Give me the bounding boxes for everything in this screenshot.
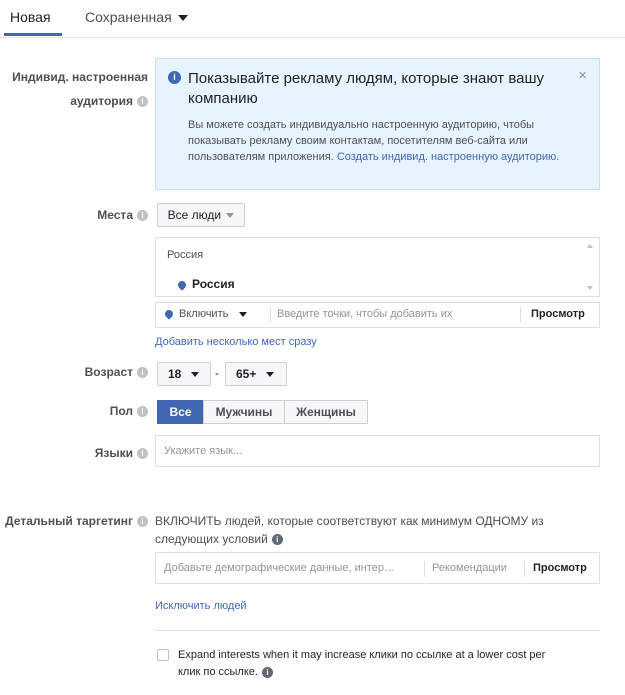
location-browse-button[interactable]: Просмотр <box>531 308 585 320</box>
info-icon[interactable]: i <box>137 516 148 527</box>
close-icon[interactable]: × <box>578 67 587 84</box>
expand-interests-text <box>178 647 588 681</box>
info-icon[interactable]: i <box>137 406 148 417</box>
exclude-people-link[interactable]: Исключить людей <box>155 600 247 612</box>
info-icon[interactable]: i <box>137 96 148 107</box>
age-min-value: 18 <box>168 367 182 381</box>
gender-option-all[interactable]: Все <box>157 400 204 424</box>
include-dropdown-label: Включить <box>179 308 229 320</box>
people-type-value: Все люди <box>167 208 222 222</box>
tab-divider <box>0 37 625 38</box>
scroll-down-icon[interactable] <box>587 286 593 290</box>
locations-label <box>97 206 148 224</box>
info-icon[interactable]: i <box>137 367 148 378</box>
info-icon: i <box>168 71 181 84</box>
people-type-dropdown[interactable] <box>157 203 245 227</box>
include-dropdown[interactable] <box>165 308 247 320</box>
age-separator: - <box>215 366 219 380</box>
selected-location-label: Россия <box>192 277 235 291</box>
chevron-down-icon <box>239 312 247 317</box>
gender-label <box>110 402 148 420</box>
scroll-up-icon[interactable] <box>587 244 593 248</box>
location-search-input[interactable]: Введите точки, чтобы добавить их <box>277 308 453 320</box>
recommendations-button[interactable]: Рекомендации <box>432 562 507 574</box>
age-label <box>85 363 148 381</box>
detailed-targeting-label <box>5 512 148 530</box>
info-body-text: Вы можете создать индивидуально настроенную аудиторию, чтобы показывать рекламу своим контактам, посетителям веб-сайта или пользователям приложения. <box>188 119 535 163</box>
detailed-targeting-search-row <box>155 552 600 584</box>
info-icon[interactable]: i <box>137 210 148 221</box>
custom-audience-label-line2: аудитория <box>70 94 133 108</box>
active-tab-indicator <box>4 33 62 36</box>
selected-location[interactable] <box>178 277 235 291</box>
locations-label-text: Места <box>97 208 133 222</box>
location-list <box>155 237 600 297</box>
expand-line1: Expand interests when it may increase клики по ссылке at a lower cost per <box>178 649 546 661</box>
divider <box>524 561 525 577</box>
info-icon[interactable]: i <box>262 667 273 678</box>
detailed-targeting-browse-button[interactable]: Просмотр <box>533 562 587 574</box>
info-body <box>188 117 578 165</box>
divider <box>424 561 425 577</box>
age-label-text: Возраст <box>84 365 133 379</box>
chevron-down-icon <box>191 372 199 377</box>
detailed-targeting-label-text: Детальный таргетинг <box>5 514 133 528</box>
age-min-dropdown[interactable] <box>157 362 211 386</box>
chevron-down-icon <box>266 372 274 377</box>
custom-audience-label <box>12 68 148 110</box>
add-multiple-locations-link[interactable]: Добавить несколько мест сразу <box>155 336 317 348</box>
chevron-down-icon <box>226 213 234 218</box>
divider <box>270 307 271 323</box>
gender-option-male[interactable]: Мужчины <box>203 400 285 424</box>
divider <box>520 307 521 323</box>
expand-interests-checkbox[interactable] <box>157 649 169 661</box>
info-title: Показывайте рекламу людям, которые знают вашу компанию <box>188 70 544 107</box>
description-line1: ВКЛЮЧИТЬ людей, которые соответствуют как минимум ОДНОМУ из <box>155 514 544 528</box>
languages-label-text: Языки <box>94 446 133 460</box>
tab-saved-label: Сохраненная <box>85 9 172 25</box>
caret-down-icon <box>178 15 188 21</box>
gender-label-text: Пол <box>109 404 133 418</box>
detailed-targeting-input[interactable]: Добавьте демографические данные, интер… <box>164 562 395 574</box>
tab-saved[interactable] <box>85 8 188 26</box>
info-icon[interactable]: i <box>272 534 283 545</box>
expand-line2: клик по ссылке. <box>178 666 258 678</box>
detailed-targeting-description <box>155 512 595 548</box>
create-custom-audience-link[interactable]: Создать индивид. настроенную аудиторию. <box>336 151 560 163</box>
divider <box>155 630 600 631</box>
gender-option-female[interactable]: Женщины <box>284 400 368 424</box>
description-line2: следующих условий <box>155 532 268 546</box>
age-max-value: 65+ <box>236 367 257 381</box>
info-icon[interactable]: i <box>137 448 148 459</box>
location-pin-icon <box>176 279 187 290</box>
language-input[interactable]: Укажите язык... <box>155 435 600 467</box>
tab-new[interactable]: Новая <box>10 9 51 25</box>
location-search-row <box>155 302 600 328</box>
location-pin-icon <box>163 308 174 319</box>
custom-audience-label-line1: Индивид. настроенная <box>12 70 148 84</box>
custom-audience-info-box <box>155 58 600 190</box>
age-max-dropdown[interactable] <box>225 362 287 386</box>
languages-label <box>95 444 148 462</box>
region-header: Россия <box>167 249 204 261</box>
